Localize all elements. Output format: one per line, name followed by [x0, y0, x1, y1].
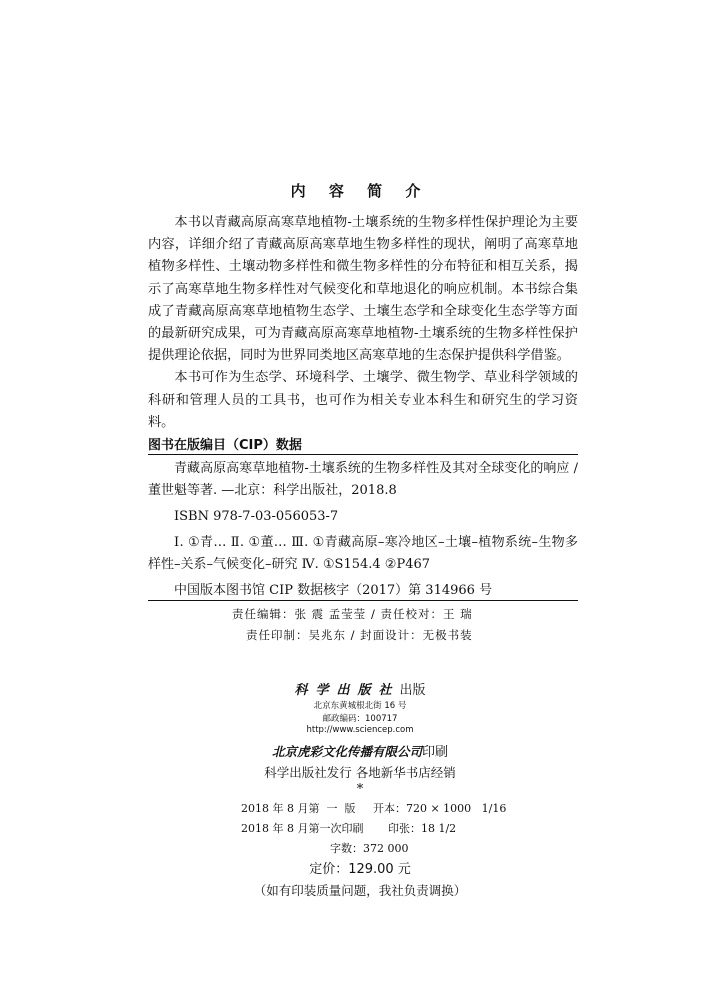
separator-star: *: [356, 782, 364, 797]
publisher-name: 科学出版社: [294, 683, 400, 698]
cip-top-rule: [148, 454, 578, 455]
publisher-address: 北京东黄城根北街 16 号: [313, 701, 407, 711]
publisher-website: http://www.sciencep.com: [306, 725, 414, 735]
cip-heading: 图书在版编目（CIP）数据: [148, 438, 302, 453]
cip-bottom-rule: [148, 600, 578, 601]
price: 定价：129.00 元: [309, 862, 411, 877]
page-title: 内 容 简 介: [290, 182, 430, 200]
production-line: 责任印制：吴兆东 / 封面设计：无极书装: [246, 628, 473, 642]
synopsis: [148, 212, 578, 434]
synopsis-paragraph: 本书以青藏高原高寒草地植物-土壤系统的生物多样性保护理论为主要内容，详细介绍了青藏高原高寒草地生物多样性的现状，阐明了高寒草地植物多样性、土壤动物多样性和微生物多样性的分布特征和相互关系，揭示了高寒草地生物多样性对气候变化和草地退化的响应机制。本书综合集成了青藏高原高寒草地植物生态学、土壤生态学和全球变化生态学等方面的最新研究成果，可为青藏高原高寒草地植物-土壤系统的生物多样性保护提供理论依据，同时为世界同类地区高寒草地的生态保护提供科学借鉴。: [148, 215, 578, 364]
cip-verification: 中国版本图书馆 CIP 数据核字（2017）第 314966 号: [174, 583, 493, 598]
cip-isbn: ISBN 978-7-03-056053-7: [174, 509, 339, 524]
editors-line: 责任编辑：张 震 孟莹莹 / 责任校对：王 瑞: [232, 607, 473, 621]
publisher-suffix: 出版: [399, 683, 426, 698]
cip-title-line: 青藏高原高寒草地植物-土壤系统的生物多样性及其对全球变化的响应 / 董世魁等著. —北京：科学出版社，2018.8: [148, 461, 578, 498]
publisher-postcode: 邮政编码：100717: [322, 714, 398, 724]
printer-name: 北京虎彩文化传播有限公司: [271, 744, 422, 759]
word-count: 字数：372 000: [330, 842, 409, 855]
printer-suffix: 印刷: [422, 745, 449, 760]
cip-classification: Ⅰ. ①青… Ⅱ. ①董… Ⅲ. ①青藏高原–寒冷地区–土壤–植物系统–生物多样性–关系–气候变化–研究 Ⅳ. ①S154.4 ②P467: [148, 535, 578, 572]
distribution-line: 科学出版社发行 各地新华书店经销: [264, 765, 456, 780]
printing-line: 2018 年 8 月第一次印刷 印张：18 1/2: [241, 822, 457, 835]
printer-line: [0, 741, 720, 760]
quality-note: （如有印装质量问题，我社负责调换）: [253, 883, 467, 898]
synopsis-paragraph: 本书可作为生态学、环境科学、土壤学、微生物学、草业科学领域的科研和管理人员的工具书，也可作为相关专业本科生和研究生的学习资料。: [148, 370, 578, 430]
cip-data-block: [148, 458, 578, 606]
edition-line: 2018 年 8 月第 一 版 开本：720 × 1000 1/16: [241, 802, 507, 815]
publisher-line: [0, 679, 720, 698]
